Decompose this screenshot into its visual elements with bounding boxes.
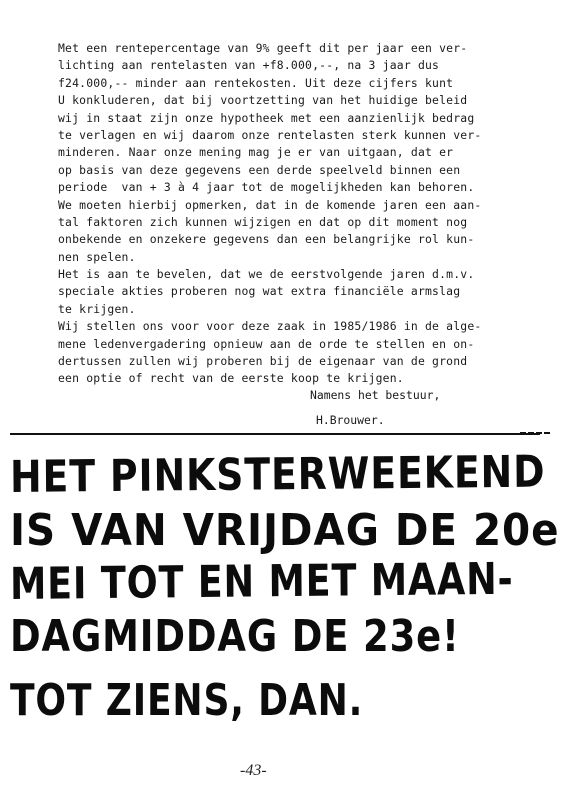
page-number: -43-: [240, 762, 267, 779]
letter-line: U konkluderen, dat bij voortzetting van het huidige beleid: [58, 93, 468, 108]
letter-line: tal faktoren zich kunnen wijzigen en dat op dit moment nog: [58, 214, 468, 229]
letter-line: te verlagen en wij daarom onze rentelasten sterk kunnen ver-: [58, 127, 482, 142]
letter-line: op basis van deze gegevens een derde speelveld binnen een: [58, 162, 461, 177]
letter-line: lichting aan rentelasten van +f8.000,--, na 3 jaar dus: [58, 58, 440, 73]
letter-line: wij in staat zijn onze hypotheek met een aanzienlijk bedrag: [58, 110, 475, 125]
section-divider: [10, 433, 540, 435]
letter-line: f24.000,-- minder aan rentekosten. Uit deze cijfers kunt: [58, 75, 454, 90]
letter-line: nen spelen.: [58, 249, 136, 264]
letter-line: dertussen zullen wij proberen bij de eigenaar van de grond: [58, 354, 468, 369]
letter-line: We moeten hierbij opmerken, dat in de komende jaren een aan-: [58, 197, 482, 212]
announcement-line: DAGMIDDAG DE 23e!: [10, 611, 460, 662]
letter-line: Met een rentepercentage van 9% geeft dit per jaar een ver-: [58, 41, 468, 55]
letter-line: minderen. Naar onze mening mag je er van uitgaan, dat er: [58, 145, 454, 160]
section-divider-end: [520, 432, 550, 434]
letter-line: Het is aan te bevelen, dat we de eerstvolgende jaren d.m.v.: [58, 267, 475, 282]
letter-line: een optie of recht van de eerste koop te krijgen.: [58, 371, 404, 386]
letter-line: onbekende en onzekere gegevens dan een belangrijke rol kun-: [58, 232, 475, 247]
announcement-line: HET PINKSTERWEEKEND: [9, 446, 546, 503]
closing-line: Namens het bestuur,: [310, 388, 441, 402]
letter-body: [58, 40, 538, 388]
letter-signoff: [310, 383, 440, 433]
announcement-line: IS VAN VRIJDAG DE 20e: [10, 505, 560, 556]
letter-line: te krijgen.: [58, 301, 136, 316]
announcement-line: TOT ZIENS, DAN.: [10, 675, 364, 726]
letter-line: periode van + 3 à 4 jaar tot de mogelijkheden kan behoren.: [58, 180, 475, 195]
announcement-line: MEI TOT EN MET MAAN-: [9, 553, 514, 610]
letter-line: Wij stellen ons voor voor deze zaak in 1985/1986 in de alge-: [58, 319, 482, 334]
signatory: H.Brouwer.: [316, 413, 385, 427]
letter-line: mene ledenvergadering opnieuw aan de orde te stellen en on-: [58, 336, 475, 351]
letter-line: speciale akties proberen nog wat extra financiële armslag: [58, 284, 461, 299]
